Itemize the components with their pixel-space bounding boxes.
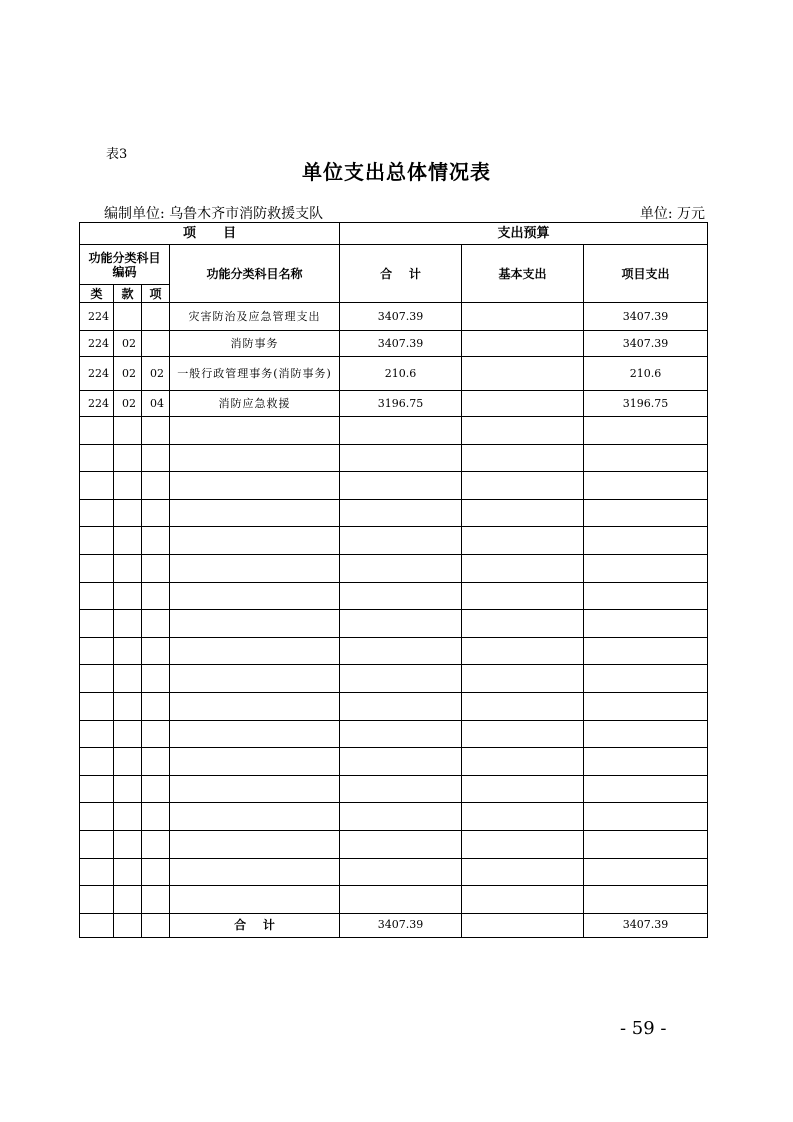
empty-cell [170, 554, 340, 582]
empty-row [80, 720, 708, 748]
row-basic [462, 391, 584, 417]
empty-cell [340, 830, 462, 858]
empty-row [80, 748, 708, 776]
empty-cell [142, 582, 170, 610]
empty-cell [170, 692, 340, 720]
empty-cell [142, 858, 170, 886]
total-sum: 3407.39 [340, 913, 462, 937]
empty-cell [584, 472, 708, 500]
empty-cell [462, 554, 584, 582]
page-title: 单位支出总体情况表 [302, 160, 491, 184]
header-section: 款 [114, 285, 142, 303]
table-row [80, 331, 708, 357]
empty-cell [170, 499, 340, 527]
empty-cell [142, 665, 170, 693]
empty-cell [142, 444, 170, 472]
empty-cell [114, 610, 142, 638]
row-basic [462, 303, 584, 331]
empty-row [80, 472, 708, 500]
empty-cell [114, 803, 142, 831]
empty-cell [584, 444, 708, 472]
group-header-budget: 支出预算 [340, 223, 708, 245]
empty-cell [584, 554, 708, 582]
org-line: 编制单位: 乌鲁木齐市消防救援支队 [104, 206, 324, 222]
row-total: 3196.75 [340, 391, 462, 417]
empty-cell [142, 472, 170, 500]
empty-cell [462, 527, 584, 555]
empty-cell [80, 610, 114, 638]
empty-cell [142, 748, 170, 776]
empty-cell [340, 720, 462, 748]
empty-row [80, 610, 708, 638]
total-cell-empty [114, 913, 142, 937]
empty-cell [80, 417, 114, 445]
row-section: 02 [114, 357, 142, 391]
empty-cell [114, 417, 142, 445]
empty-cell [142, 499, 170, 527]
empty-cell [114, 748, 142, 776]
total-cell-empty [80, 913, 114, 937]
empty-cell [80, 886, 114, 914]
empty-cell [584, 830, 708, 858]
empty-cell [340, 665, 462, 693]
header-project: 项目支出 [584, 245, 708, 303]
expenditure-table [79, 222, 708, 938]
row-project: 210.6 [584, 357, 708, 391]
empty-cell [80, 803, 114, 831]
empty-cell [80, 582, 114, 610]
row-name: 一般行政管理事务(消防事务) [170, 357, 340, 391]
row-project: 3196.75 [584, 391, 708, 417]
row-total: 3407.39 [340, 303, 462, 331]
row-basic [462, 331, 584, 357]
table-row [80, 391, 708, 417]
unit-line: 单位: 万元 [639, 206, 705, 222]
empty-cell [80, 830, 114, 858]
empty-cell [80, 472, 114, 500]
row-basic [462, 357, 584, 391]
empty-cell [170, 444, 340, 472]
empty-cell [340, 748, 462, 776]
empty-cell [170, 637, 340, 665]
empty-cell [462, 748, 584, 776]
empty-cell [114, 444, 142, 472]
empty-cell [584, 665, 708, 693]
empty-row [80, 775, 708, 803]
empty-cell [584, 886, 708, 914]
empty-cell [462, 665, 584, 693]
empty-cell [462, 444, 584, 472]
empty-cell [80, 444, 114, 472]
total-project: 3407.39 [584, 913, 708, 937]
empty-cell [340, 499, 462, 527]
row-name: 消防事务 [170, 331, 340, 357]
row-project: 3407.39 [584, 331, 708, 357]
empty-row [80, 444, 708, 472]
empty-cell [462, 775, 584, 803]
empty-row [80, 803, 708, 831]
empty-cell [462, 886, 584, 914]
header-code-group: 功能分类科目编码 [80, 245, 170, 285]
empty-row [80, 692, 708, 720]
empty-cell [462, 637, 584, 665]
empty-cell [80, 858, 114, 886]
empty-cell [142, 830, 170, 858]
empty-cell [114, 582, 142, 610]
empty-cell [340, 472, 462, 500]
empty-cell [142, 610, 170, 638]
row-section [114, 303, 142, 331]
empty-cell [114, 858, 142, 886]
empty-cell [340, 527, 462, 555]
empty-cell [340, 417, 462, 445]
empty-cell [170, 748, 340, 776]
empty-cell [340, 637, 462, 665]
empty-cell [80, 554, 114, 582]
empty-cell [170, 775, 340, 803]
row-total: 3407.39 [340, 331, 462, 357]
empty-row [80, 417, 708, 445]
row-item [142, 303, 170, 331]
row-item: 04 [142, 391, 170, 417]
empty-cell [462, 472, 584, 500]
table-row [80, 357, 708, 391]
row-project: 3407.39 [584, 303, 708, 331]
empty-row [80, 527, 708, 555]
empty-cell [170, 803, 340, 831]
table-row [80, 303, 708, 331]
empty-cell [142, 637, 170, 665]
empty-cell [584, 720, 708, 748]
header-class: 类 [80, 285, 114, 303]
empty-cell [170, 830, 340, 858]
empty-cell [584, 637, 708, 665]
empty-row [80, 554, 708, 582]
empty-cell [114, 472, 142, 500]
empty-cell [142, 886, 170, 914]
table-label: 表3 [106, 147, 128, 162]
empty-row [80, 886, 708, 914]
empty-cell [170, 610, 340, 638]
row-class: 224 [80, 331, 114, 357]
empty-cell [114, 830, 142, 858]
empty-cell [170, 720, 340, 748]
empty-cell [340, 858, 462, 886]
empty-cell [114, 499, 142, 527]
empty-cell [340, 582, 462, 610]
empty-cell [584, 417, 708, 445]
empty-row [80, 582, 708, 610]
empty-cell [462, 417, 584, 445]
empty-cell [462, 803, 584, 831]
empty-cell [170, 886, 340, 914]
empty-cell [170, 527, 340, 555]
empty-cell [462, 830, 584, 858]
empty-cell [340, 775, 462, 803]
empty-cell [584, 582, 708, 610]
empty-cell [340, 610, 462, 638]
header-name: 功能分类科目名称 [170, 245, 340, 303]
empty-cell [462, 720, 584, 748]
row-section: 02 [114, 331, 142, 357]
row-name: 灾害防治及应急管理支出 [170, 303, 340, 331]
total-label: 合 计 [170, 913, 340, 937]
empty-cell [170, 472, 340, 500]
empty-cell [114, 720, 142, 748]
empty-cell [142, 417, 170, 445]
empty-cell [170, 858, 340, 886]
empty-cell [584, 803, 708, 831]
header-total: 合 计 [340, 245, 462, 303]
empty-cell [114, 665, 142, 693]
empty-cell [114, 527, 142, 555]
empty-cell [114, 554, 142, 582]
empty-cell [584, 775, 708, 803]
empty-cell [142, 527, 170, 555]
empty-cell [170, 582, 340, 610]
empty-cell [114, 637, 142, 665]
empty-row [80, 858, 708, 886]
header-item: 项 [142, 285, 170, 303]
page-number: - 59 - [620, 1018, 667, 1039]
empty-row [80, 665, 708, 693]
empty-cell [340, 444, 462, 472]
empty-cell [80, 527, 114, 555]
total-cell-empty [142, 913, 170, 937]
empty-cell [114, 775, 142, 803]
row-item: 02 [142, 357, 170, 391]
empty-cell [462, 610, 584, 638]
empty-cell [80, 499, 114, 527]
row-item [142, 331, 170, 357]
group-header-item: 项 目 [80, 223, 340, 245]
empty-cell [80, 775, 114, 803]
empty-cell [142, 720, 170, 748]
empty-cell [340, 803, 462, 831]
empty-cell [462, 692, 584, 720]
empty-cell [584, 692, 708, 720]
empty-cell [142, 554, 170, 582]
empty-cell [584, 858, 708, 886]
empty-cell [584, 610, 708, 638]
row-class: 224 [80, 357, 114, 391]
empty-cell [584, 527, 708, 555]
row-total: 210.6 [340, 357, 462, 391]
empty-cell [80, 665, 114, 693]
empty-cell [80, 637, 114, 665]
empty-cell [114, 886, 142, 914]
empty-cell [340, 554, 462, 582]
row-class: 224 [80, 391, 114, 417]
empty-cell [584, 499, 708, 527]
empty-cell [142, 803, 170, 831]
row-class: 224 [80, 303, 114, 331]
empty-cell [80, 748, 114, 776]
empty-row [80, 637, 708, 665]
empty-cell [114, 692, 142, 720]
empty-cell [142, 692, 170, 720]
empty-row [80, 499, 708, 527]
empty-cell [340, 886, 462, 914]
row-name: 消防应急救援 [170, 391, 340, 417]
empty-cell [340, 692, 462, 720]
empty-cell [462, 858, 584, 886]
header-basic: 基本支出 [462, 245, 584, 303]
empty-cell [462, 582, 584, 610]
row-section: 02 [114, 391, 142, 417]
empty-cell [170, 417, 340, 445]
empty-cell [142, 775, 170, 803]
total-basic [462, 913, 584, 937]
empty-cell [80, 692, 114, 720]
empty-row [80, 830, 708, 858]
empty-cell [80, 720, 114, 748]
empty-cell [170, 665, 340, 693]
empty-cell [462, 499, 584, 527]
empty-cell [584, 748, 708, 776]
